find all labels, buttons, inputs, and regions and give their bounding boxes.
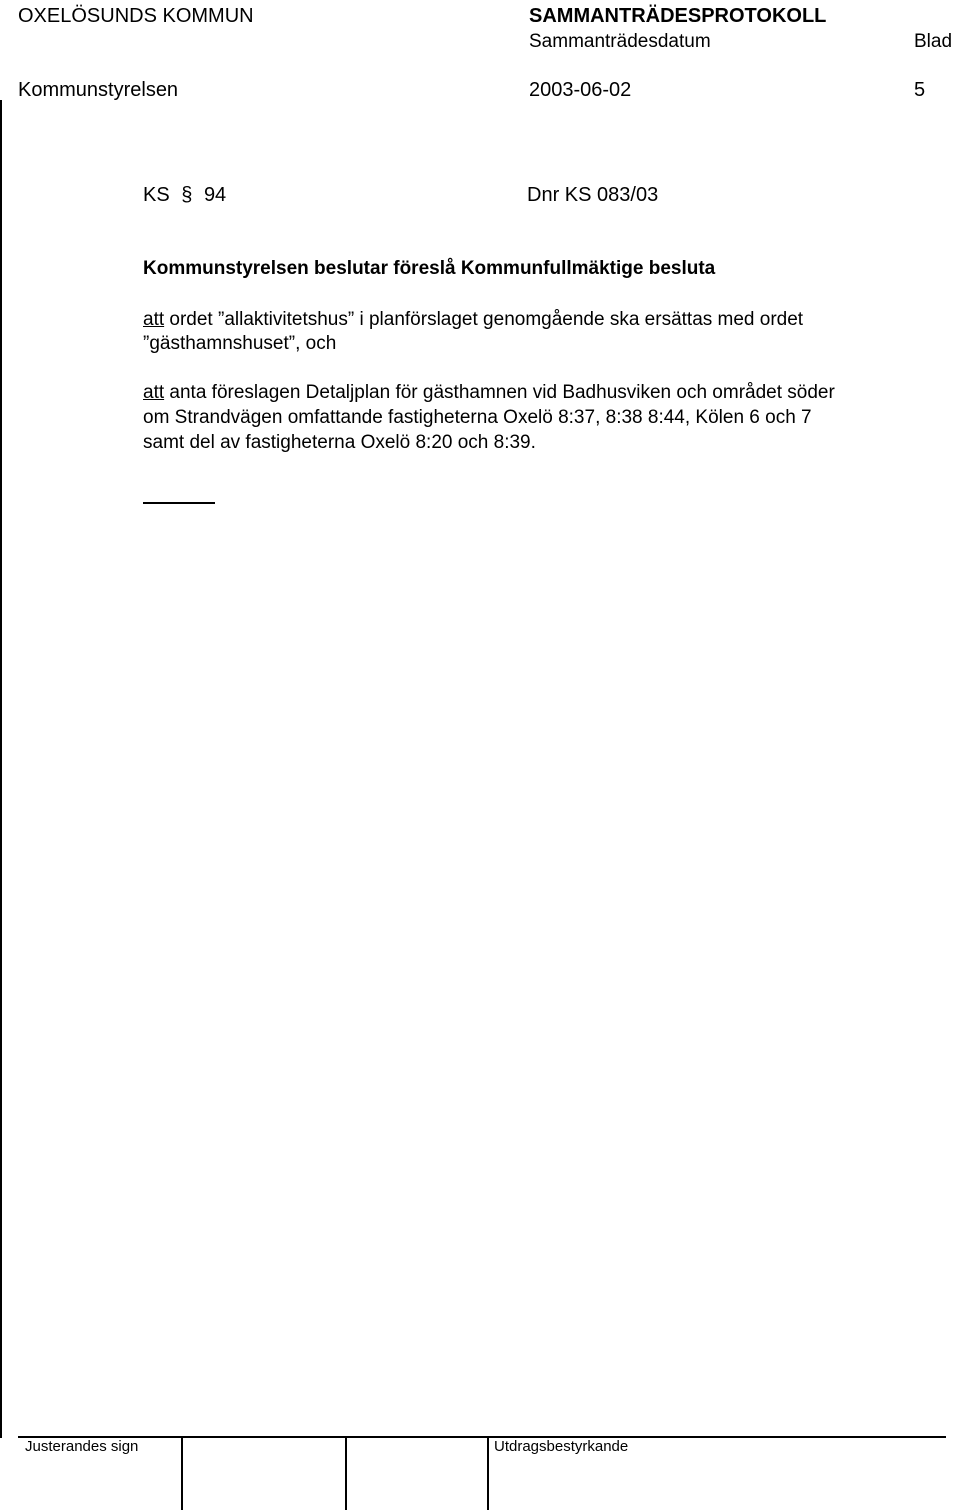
att-keyword: att: [143, 309, 165, 330]
section-sign: §: [181, 184, 193, 206]
body-name: Kommunstyrelsen: [18, 79, 179, 101]
municipality-name: OXELÖSUNDS KOMMUN: [18, 5, 254, 27]
decision-item-2-line-3: samt del av fastigheterna Oxelö 8:20 och 8:39.: [143, 432, 536, 453]
footer-divider-1: [181, 1436, 183, 1510]
page-number: 5: [914, 79, 926, 101]
signature-label: Justerandes sign: [25, 1438, 139, 1455]
page-label: Blad: [914, 31, 953, 52]
section-end-rule: [143, 502, 215, 504]
decision-item-1-line-1: att ordet ”allaktivitetshus” i planförslaget genomgående ska ersättas med ordet: [143, 309, 804, 330]
diary-number: Dnr KS 083/03: [527, 184, 659, 206]
footer-top-rule: [18, 1436, 946, 1438]
decision-heading: Kommunstyrelsen beslutar föreslå Kommunfullmäktige besluta: [143, 258, 716, 279]
decision-item-2-line-1: att anta föreslagen Detaljplan för gästhamnen vid Badhusviken och området söder: [143, 382, 835, 403]
meeting-date: 2003-06-02: [529, 79, 632, 101]
section-number: 94: [203, 184, 227, 206]
case-prefix: KS: [143, 184, 170, 206]
att-keyword: att: [143, 382, 165, 403]
decision-item-2-line-2: om Strandvägen omfattande fastigheterna Oxelö 8:37, 8:38 8:44, Kölen 6 och 7: [143, 407, 812, 428]
footer-divider-3: [487, 1436, 489, 1510]
case-reference: [143, 183, 226, 207]
footer-divider-2: [345, 1436, 347, 1510]
meeting-date-label: Sammanträdesdatum: [529, 31, 711, 52]
document-type: SAMMANTRÄDESPROTOKOLL: [529, 5, 827, 27]
extract-certification-label: Utdragsbestyrkande: [494, 1438, 629, 1455]
left-margin-line: [0, 100, 2, 1438]
decision-item-1-line-2: ”gästhamnshuset”, och: [143, 333, 337, 354]
